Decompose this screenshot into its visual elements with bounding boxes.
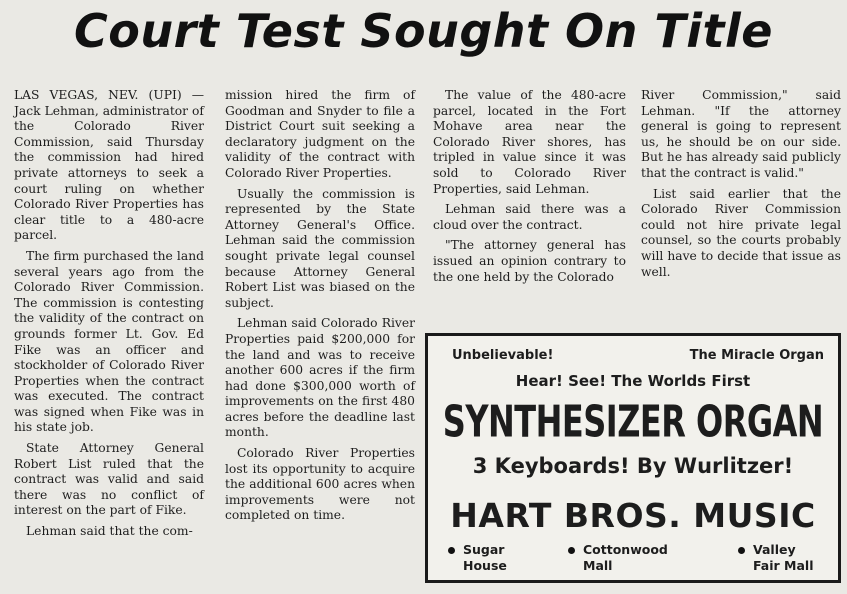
article-column-4 xyxy=(641,88,841,285)
ad-product-name: SYNTHESIZER ORGAN xyxy=(442,396,824,448)
location-line1: Valley xyxy=(753,542,796,557)
location-line1: Sugar xyxy=(463,542,505,557)
ad-tagline-left: Unbelievable! xyxy=(452,348,554,363)
ad-location xyxy=(448,542,507,574)
paragraph: List said earlier that the Colorado River Commission could not hire private legal counsel, so the courts probably will have to decide that issue as well. xyxy=(641,186,841,279)
paragraph: The value of the 480-acre parcel, located in the Fort Mohave area near the Colorado River shores, has tripled in value since it was sold to Colorado River Properties, said Lehman. xyxy=(433,88,626,196)
ad-subheading: Hear! See! The Worlds First xyxy=(515,372,751,390)
paragraph: Lehman said that the com- xyxy=(26,524,193,539)
article-column-3 xyxy=(433,88,626,290)
paragraph: Lehman said there was a cloud over the contract. xyxy=(433,202,626,232)
ad-location xyxy=(738,542,814,574)
paragraph: "The attorney general has issued an opinion contrary to the one held by the Colorado xyxy=(433,238,626,284)
ad-feature-line: 3 Keyboards! By Wurlitzer! xyxy=(472,454,794,478)
bullet-icon xyxy=(448,547,455,554)
paragraph: Lehman said Colorado River Properties paid $200,000 for the land and was to receive another 600 acres if the firm had done $300,000 worth of improvements on the first 480 acres before the deadline last month. xyxy=(225,316,415,440)
ad-store-name: HART BROS. MUSIC xyxy=(450,496,816,535)
paragraph: River Commission," said Lehman. "If the attorney general is going to represent us, he should be on our side. But he has already said publicly that the contract is valid." xyxy=(641,88,841,180)
ad-location xyxy=(568,542,668,574)
paragraph: mission hired the firm of Goodman and Snyder to file a District Court suit seeking a declaratory judgment on the validity of the contract with Colorado River Properties. xyxy=(225,88,415,180)
bullet-icon xyxy=(738,547,745,554)
paragraph: State Attorney General Robert List ruled that the contract was valid and said there was no conflict of interest on the part of Fike. xyxy=(14,441,204,518)
paragraph: Usually the commission is represented by the State Attorney General's Office. Lehman said the commission sought private legal counsel because Attorney General Robert List was biased on the subject. xyxy=(225,186,415,310)
paragraph: LAS VEGAS, NEV. (UPI) — Jack Lehman, administrator of the Colorado River Commission, said Thursday the commission had hired private attorneys to seek a court ruling on whether Colorado River Properties has clear title to a 480-acre parcel. xyxy=(14,88,204,243)
article-column-1 xyxy=(14,88,204,545)
paragraph: Colorado River Properties lost its opportunity to acquire the additional 600 acres when improvements were not completed on time. xyxy=(225,446,415,523)
article-column-2 xyxy=(225,88,415,529)
location-line1: Cottonwood xyxy=(583,542,668,557)
paragraph: The firm purchased the land several years ago from the Colorado River Commission. The commission is contesting the validity of the contract on grounds former Lt. Gov. Ed Fike was an officer and stockholder of Colorado River Properties when the contract was executed. The contract was signed when Fike was in his state job. xyxy=(14,248,204,435)
location-line2: House xyxy=(463,558,507,573)
location-line2: Mall xyxy=(583,558,613,573)
location-line2: Fair Mall xyxy=(753,558,814,573)
ad-tagline-right: The Miracle Organ xyxy=(689,348,824,363)
headline: Court Test Sought On Title xyxy=(74,4,773,58)
advertisement-box xyxy=(425,333,841,583)
bullet-icon xyxy=(568,547,575,554)
